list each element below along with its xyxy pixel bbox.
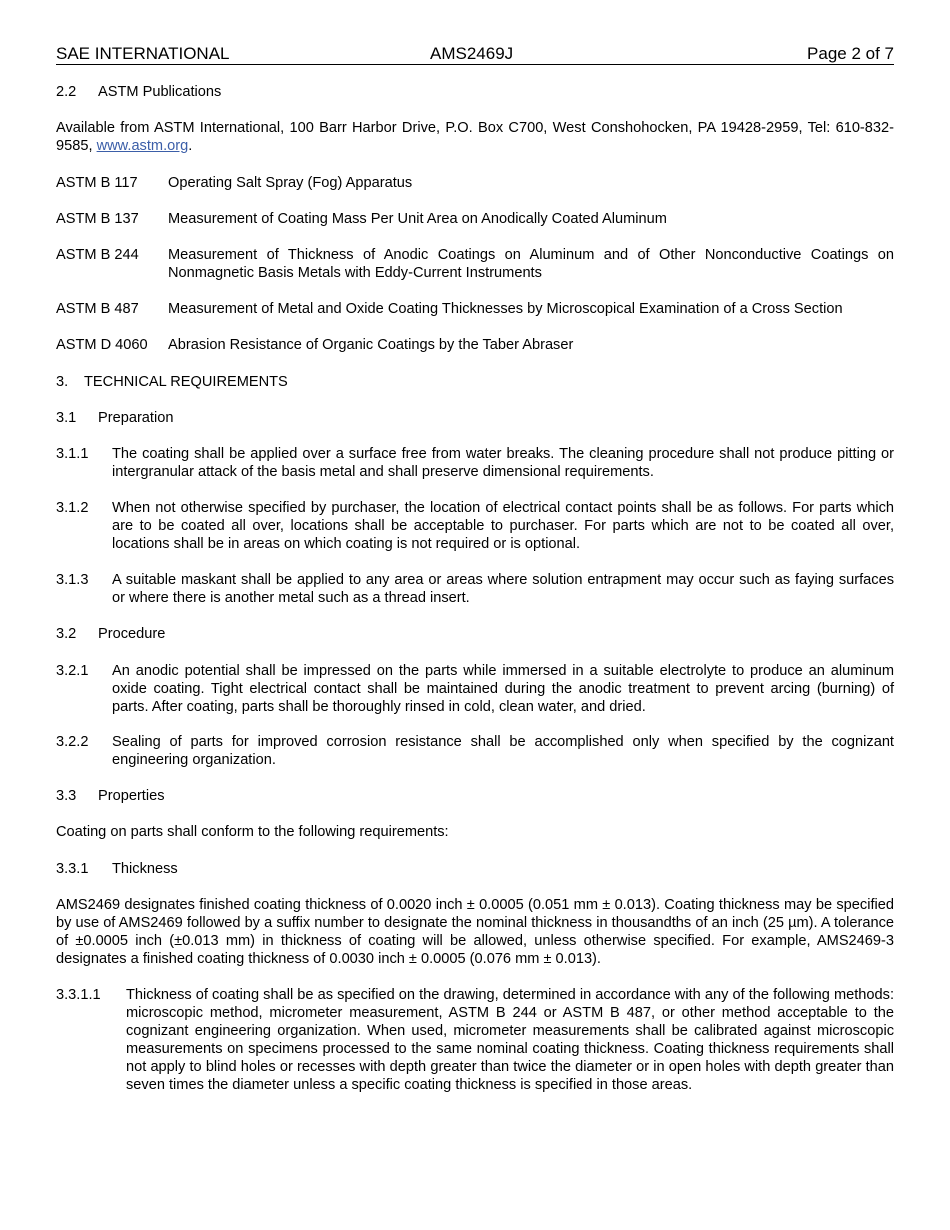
paragraph-text: The coating shall be applied over a surface free from water breaks. The cleaning procedure shall not produce pitting or intergranular attack of the basis metal and shall preserve dimensional requirements. [112, 446, 894, 480]
section-number: 2.2 [56, 84, 77, 100]
thickness-paragraph: AMS2469 designates finished coating thickness of 0.0020 inch ± 0.0005 (0.051 mm ± 0.013). Coating thickness may be specified by use of AMS2469 followed by a suffix number to designate the nominal thickness in thousandths of an inch (25 µm). A tolerance of ±0.0005 inch (±0.013 mm) in thickness of coating will be allowed, unless otherwise specified. For example, AMS2469-3 designates a finished coating thickness of 0.0030 inch ± 0.0005 (0.076 mm ± 0.013). [56, 897, 894, 967]
reference-title: Measurement of Metal and Oxide Coating Thicknesses by Microscopical Examination of a Cross Section [168, 301, 843, 317]
paragraph-text: An anodic potential shall be impressed on the parts while immersed in a suitable electrolyte to produce an aluminum oxide coating. Tight electrical contact shall be maintained during the anodic treatment to prevent arcing (burning) of parts. After coating, parts shall be thoroughly rinsed in cold, clean water, and dried. [112, 663, 894, 715]
paragraph-3-1-2 [56, 499, 894, 553]
page-header [56, 44, 894, 65]
section-number: 3.3 [56, 788, 77, 804]
section-number: 3.1 [56, 410, 77, 426]
reference-item [56, 210, 894, 228]
paragraph-number: 3.1.2 [56, 500, 89, 516]
reference-code: ASTM D 4060 [56, 337, 148, 353]
header-page-number: Page 2 of 7 [807, 44, 894, 63]
paragraph-text: When not otherwise specified by purchaser, the location of electrical contact points shall be as follows. For parts which are to be coated all over, locations shall be acceptable to purchaser. For parts which are not to be coated all over, locations shall be in areas on which coating is not required or is optional. [112, 500, 894, 552]
section-number: 3. [56, 374, 69, 390]
paragraph-3-3-1-1 [56, 986, 894, 1094]
astm-availability-end: . [188, 138, 193, 154]
paragraph-3-2-2 [56, 733, 894, 769]
reference-item [56, 174, 894, 192]
section-title: TECHNICAL REQUIREMENTS [84, 374, 288, 390]
paragraph-text: A suitable maskant shall be applied to any area or areas where solution entrapment may occur such as faying surfaces or where there is another metal such as a thread insert. [112, 572, 894, 606]
astm-link[interactable]: www.astm.org [96, 138, 189, 154]
paragraph-text: Thickness of coating shall be as specified on the drawing, determined in accordance with any of the following methods: microscopic method, micrometer measurement, ASTM B 244 or ASTM B 487, or other method acceptable to the cognizant engineering organization. When used, micrometer measurements shall be calibrated against microscopic measurements on specimens processed to the same nominal coating thickness. Coating thickness requirements shall not apply to blind holes or recesses with depth greater than twice the diameter or in open holes with depth greater than seven times the diameter unless a specific coating thickness is specified in those areas. [126, 987, 894, 1093]
paragraph-number: 3.1.1 [56, 446, 89, 462]
reference-item [56, 300, 894, 318]
header-doc-number: AMS2469J [430, 44, 514, 63]
section-title: Thickness [112, 861, 178, 877]
paragraph-number: 3.2.2 [56, 734, 89, 750]
properties-intro: Coating on parts shall conform to the following requirements: [56, 824, 449, 840]
header-org: SAE INTERNATIONAL [56, 44, 230, 63]
section-title: ASTM Publications [98, 84, 222, 100]
reference-item [56, 336, 894, 354]
section-title: Properties [98, 788, 165, 804]
section-title: Preparation [98, 410, 174, 426]
paragraph-text: Sealing of parts for improved corrosion resistance shall be accomplished only when specified by the cognizant engineering organization. [112, 734, 894, 768]
reference-title: Operating Salt Spray (Fog) Apparatus [168, 175, 413, 191]
paragraph-number: 3.2.1 [56, 663, 89, 679]
astm-availability [56, 119, 894, 155]
reference-title: Measurement of Coating Mass Per Unit Area on Anodically Coated Aluminum [168, 211, 667, 227]
paragraph-number: 3.1.3 [56, 572, 89, 588]
reference-title: Measurement of Thickness of Anodic Coatings on Aluminum and of Other Nonconductive Coatings on Nonmagnetic Basis Metals with Eddy-Current Instruments [168, 247, 894, 281]
section-title: Procedure [98, 626, 166, 642]
section-3-3-heading [56, 787, 894, 805]
paragraph-number: 3.3.1.1 [56, 987, 101, 1003]
reference-code: ASTM B 117 [56, 175, 138, 191]
reference-code: ASTM B 487 [56, 301, 139, 317]
paragraph-3-2-1 [56, 662, 894, 716]
section-3-1-heading [56, 409, 894, 427]
reference-title: Abrasion Resistance of Organic Coatings by the Taber Abraser [168, 337, 574, 353]
section-number: 3.2 [56, 626, 77, 642]
section-3-3-1-heading [56, 860, 894, 878]
section-2-2-heading [56, 83, 894, 101]
reference-code: ASTM B 244 [56, 247, 139, 263]
section-3-heading [56, 373, 894, 391]
reference-item [56, 246, 894, 282]
astm-availability-text: Available from ASTM International, 100 Barr Harbor Drive, P.O. Box C700, West Conshohocken, PA 19428-2959, Tel: 610-832-9585, [56, 120, 894, 154]
section-number: 3.3.1 [56, 861, 89, 877]
reference-code: ASTM B 137 [56, 211, 139, 227]
paragraph-3-1-1 [56, 445, 894, 481]
paragraph-3-1-3 [56, 571, 894, 607]
section-3-2-heading [56, 625, 894, 643]
